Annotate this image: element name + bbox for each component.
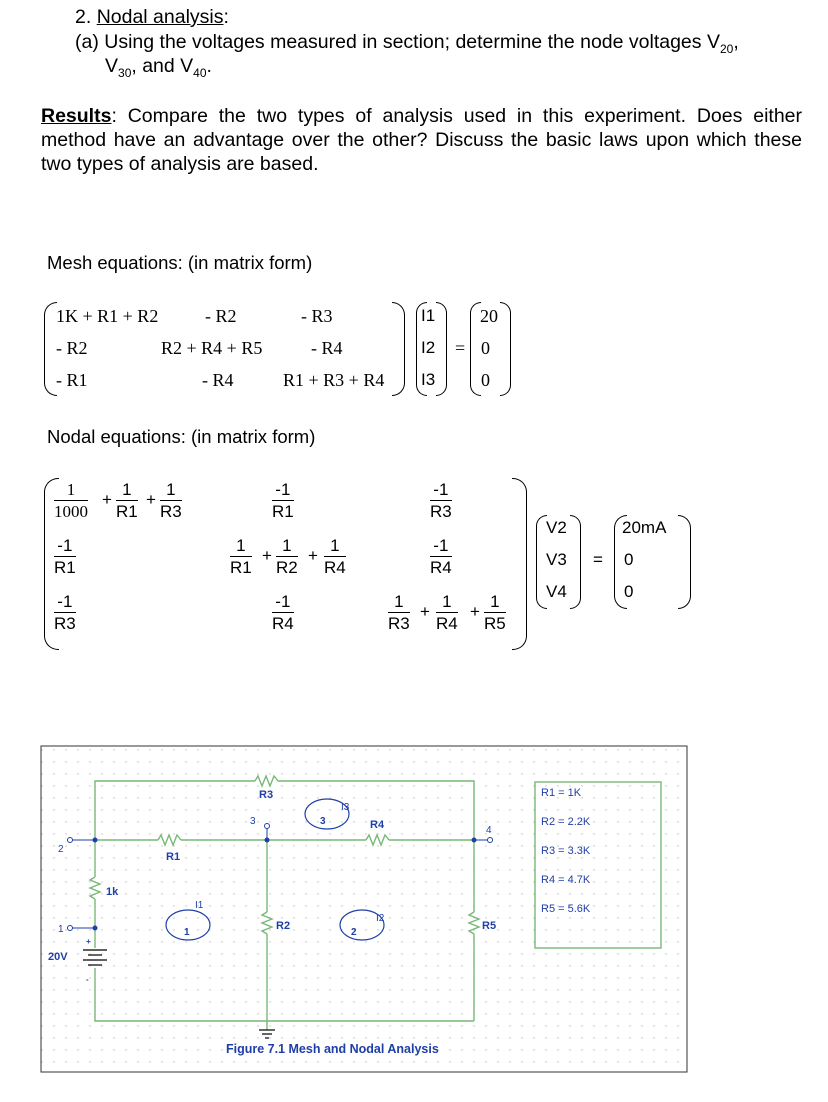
label-r1: R1	[166, 851, 181, 863]
plus-sign: +	[470, 602, 480, 621]
nodal-v4: V4	[546, 582, 567, 601]
mesh-i3: I3	[421, 370, 436, 389]
mesh-m22: R2 + R4 + R5	[161, 338, 263, 358]
frac-den: R3	[160, 502, 182, 521]
label-r4: R4	[370, 819, 385, 831]
label-i3: I3	[341, 802, 350, 813]
frac-den: R3	[388, 614, 410, 633]
question-a-text: (a) Using the voltages measured in section; determine the node voltages V	[75, 31, 720, 53]
frac-num: 1	[394, 592, 404, 611]
plus-sign: +	[308, 546, 318, 565]
mesh-m23: - R4	[311, 338, 343, 358]
frac-den: R2	[276, 558, 298, 577]
frac-num: -1	[433, 536, 449, 555]
frac-den: R1	[272, 502, 294, 521]
mesh-m32: - R4	[202, 370, 234, 390]
mesh-i1: I1	[421, 306, 436, 325]
v20-subscript: 20	[719, 41, 734, 56]
frac-den: R4	[324, 558, 346, 577]
label-minus: -	[86, 975, 89, 984]
mesh-m13: - R3	[301, 306, 333, 326]
node-label-4: 4	[486, 825, 492, 836]
section-number: 2.	[75, 6, 92, 28]
frac-num: 1	[282, 536, 292, 555]
frac-num: -1	[275, 480, 291, 499]
nodal-rhs2: 0	[624, 550, 634, 569]
label-r2: R2	[276, 920, 291, 932]
mesh-heading: Mesh equations: (in matrix form)	[47, 252, 313, 273]
question-end: .	[206, 55, 212, 77]
plus-sign: +	[146, 490, 156, 509]
frac-den: 1000	[54, 502, 88, 521]
value-r5: R5 = 5.6K	[541, 903, 591, 915]
mesh-m21: - R2	[56, 338, 88, 358]
question-a-line1: (a) Using the voltages measured in section; determine the node voltages $V_{20}$,	[75, 31, 739, 56]
mesh-label-2: 2	[351, 927, 357, 938]
frac-den: R1	[116, 502, 138, 521]
frac-den: R4	[436, 614, 458, 633]
label-plus: +	[86, 937, 91, 946]
label-r5: R5	[482, 920, 497, 932]
frac-num: 1	[490, 592, 500, 611]
label-i2: I2	[376, 913, 385, 924]
label-r3: R3	[259, 789, 274, 801]
plus-sign: +	[262, 546, 272, 565]
mesh-label-3: 3	[320, 816, 326, 827]
frac-den: R1	[230, 558, 252, 577]
v30-subscript: 30	[118, 65, 132, 80]
nodal-equals: =	[593, 550, 603, 569]
frac-num: -1	[433, 480, 449, 499]
value-r1: R1 = 1K	[541, 787, 582, 799]
frac-num: 1	[166, 480, 176, 499]
frac-num: -1	[57, 592, 73, 611]
mesh-rhs1: 20	[480, 306, 498, 326]
results-text: : Compare the two types of analysis used in this experiment. Does either method have an advantage over the other? Discuss the basic laws upon which these two types of analysis are based.	[41, 105, 802, 175]
nodal-v2: V2	[546, 518, 567, 537]
nodal-v3: V3	[546, 550, 567, 569]
plus-sign: +	[420, 602, 430, 621]
and-text: , and V	[131, 55, 194, 77]
mesh-m31: - R1	[56, 370, 88, 390]
frac-num: 1	[236, 536, 246, 555]
mesh-i2: I2	[421, 338, 436, 357]
results-label: Results	[41, 105, 112, 127]
frac-den: R1	[54, 558, 76, 577]
nodal-rhs1: 20mA	[622, 518, 667, 537]
nodal-heading: Nodal equations: (in matrix form)	[47, 426, 316, 447]
section-title: Nodal analysis	[96, 6, 224, 28]
mesh-m11: 1K + R1 + R2	[56, 306, 159, 326]
frac-den: R4	[430, 558, 452, 577]
node-label-1: 1	[58, 924, 64, 935]
frac-num: 1	[442, 592, 452, 611]
mesh-m33: R1 + R3 + R4	[283, 370, 385, 390]
value-r2: R2 = 2.2K	[541, 816, 591, 828]
mesh-label-1: 1	[184, 927, 190, 938]
frac-num: 1	[66, 480, 76, 499]
frac-den: R4	[272, 614, 294, 633]
frac-num: -1	[275, 592, 291, 611]
v30-prefix: V	[105, 55, 119, 77]
frac-num: -1	[57, 536, 73, 555]
frac-num: 1	[122, 480, 132, 499]
mesh-rhs2: 0	[481, 338, 490, 358]
frac-den: R3	[430, 502, 452, 521]
label-i1: I1	[195, 900, 204, 911]
plus-sign: +	[102, 490, 112, 509]
v40-subscript: 40	[193, 65, 207, 80]
mesh-equals: =	[455, 338, 466, 358]
label-1k: 1k	[106, 886, 119, 898]
nodal-rhs3: 0	[624, 582, 634, 601]
mesh-m12: - R2	[205, 306, 237, 326]
heading-colon: :	[223, 6, 229, 28]
mesh-rhs3: 0	[481, 370, 490, 390]
figure-caption: Figure 7.1 Mesh and Nodal Analysis	[226, 1042, 439, 1056]
value-r3: R3 = 3.3K	[541, 845, 591, 857]
frac-num: 1	[330, 536, 340, 555]
label-source: 20V	[48, 951, 68, 963]
node-label-3: 3	[250, 816, 256, 827]
frac-den: R5	[484, 614, 506, 633]
node-label-2: 2	[58, 844, 64, 855]
value-r4: R4 = 4.7K	[541, 874, 591, 886]
frac-den: R3	[54, 614, 76, 633]
